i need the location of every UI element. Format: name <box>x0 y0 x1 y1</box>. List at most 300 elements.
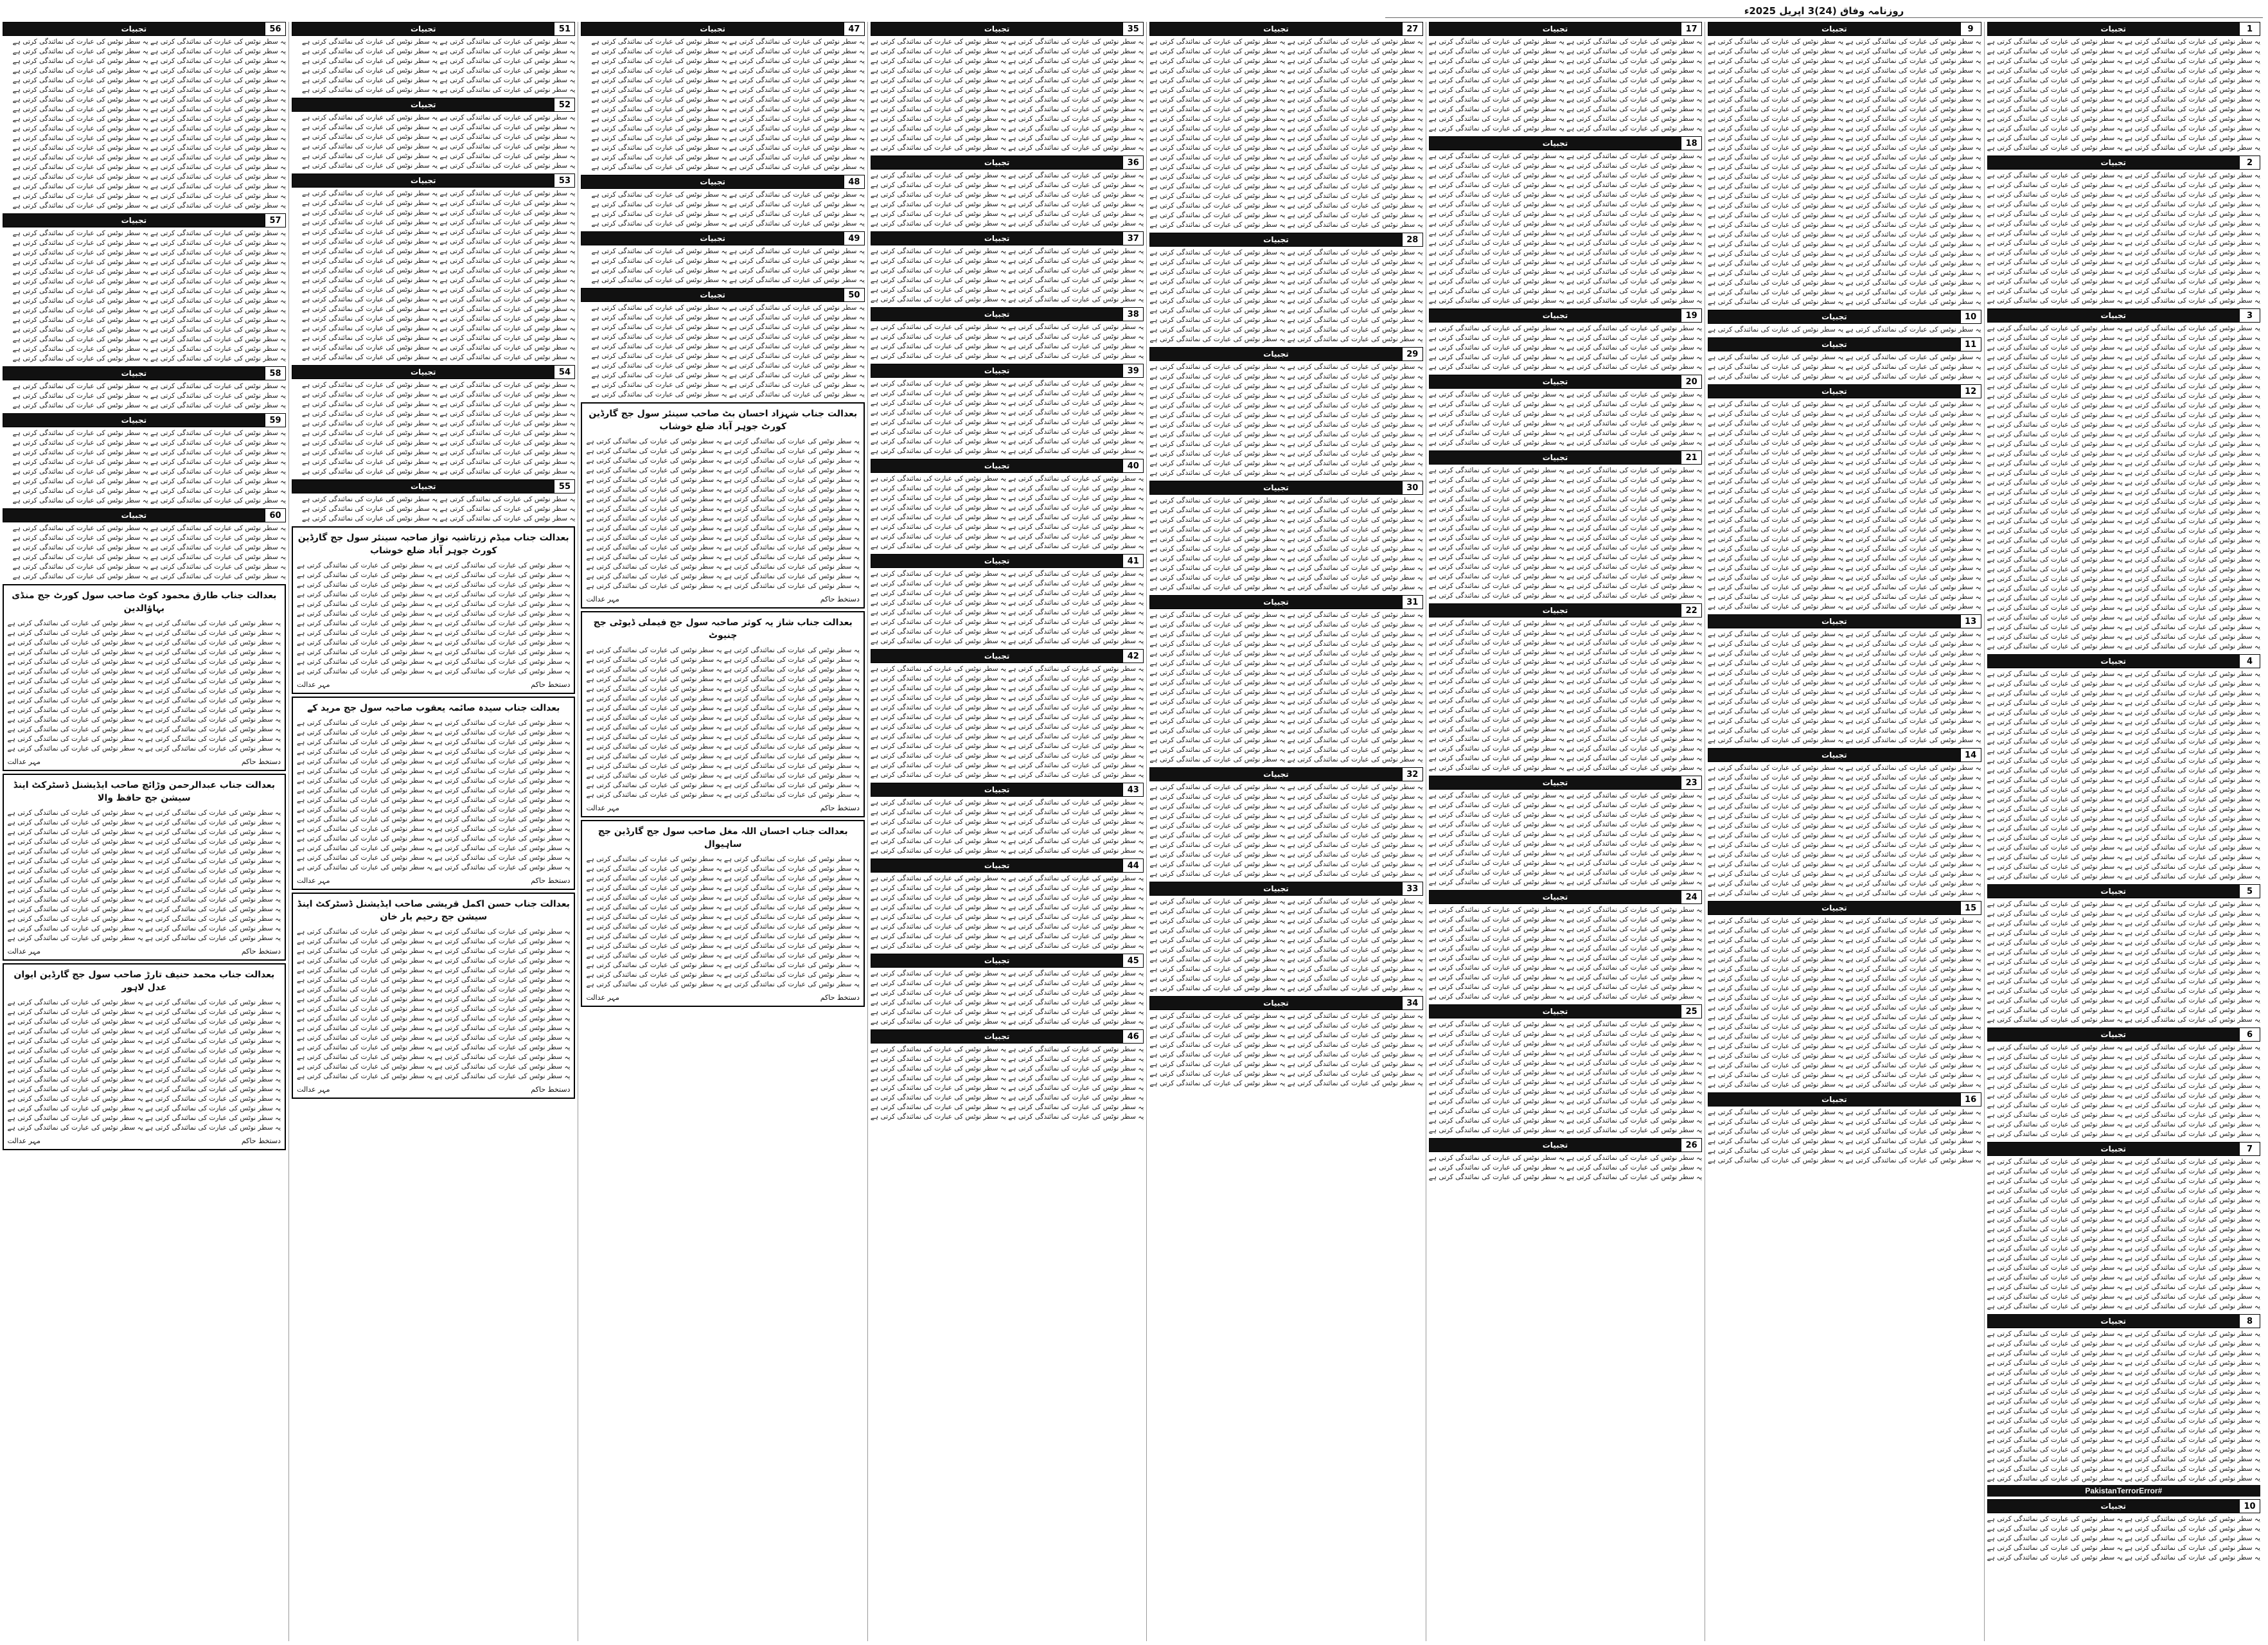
text-line: یہ سطر نوٹس کی عبارت کی نمائندگی کرتی ہے یہ سطر نوٹس کی عبارت کی نمائندگی کرتی ہے <box>1149 506 1423 514</box>
text-line: یہ سطر نوٹس کی عبارت کی نمائندگی کرتی ہے یہ سطر نوٹس کی عبارت کی نمائندگی کرتی ہے <box>591 105 865 113</box>
text-line: یہ سطر نوٹس کی عبارت کی نمائندگی کرتی ہے یہ سطر نوٹس کی عبارت کی نمائندگی کرتی ہے <box>297 787 571 794</box>
notice-item <box>1987 1499 2260 1563</box>
notice-title: تجبیات <box>1150 348 1401 360</box>
text-line: یہ سطر نوٹس کی عبارت کی نمائندگی کرتی ہے یہ سطر نوٹس کی عبارت کی نمائندگی کرتی ہے <box>1987 1225 2260 1233</box>
text-line: یہ سطر نوٹس کی عبارت کی نمائندگی کرتی ہے یہ سطر نوٹس کی عبارت کی نمائندگی کرتی ہے <box>302 305 576 313</box>
text-line: یہ سطر نوٹس کی عبارت کی نمائندگی کرتی ہے یہ سطر نوٹس کی عبارت کی نمائندگی کرتی ہے <box>12 182 287 190</box>
text-line: یہ سطر نوٹس کی عبارت کی نمائندگی کرتی ہے یہ سطر نوٹس کی عبارت کی نمائندگی کرتی ہے <box>1149 431 1423 438</box>
notice-item <box>1429 1004 1702 1135</box>
text-line: یہ سطر نوٹس کی عبارت کی نمائندگی کرتی ہے یہ سطر نوٹس کی عبارت کی نمائندگی کرتی ہے <box>1149 698 1423 706</box>
text-line: یہ سطر نوٹس کی عبارت کی نمائندگی کرتی ہے یہ سطر نوٹس کی عبارت کی نمائندگی کرتی ہے <box>1149 659 1423 667</box>
text-line: یہ سطر نوٹس کی عبارت کی نمائندگی کرتی ہے یہ سطر نوٹس کی عبارت کی نمائندگی کرتی ہے <box>12 105 287 113</box>
text-line: یہ سطر نوٹس کی عبارت کی نمائندگی کرتی ہے یہ سطر نوٹس کی عبارت کی نمائندگی کرتی ہے <box>7 1124 281 1132</box>
notice-title: تجبیات <box>871 555 1122 567</box>
text-line: یہ سطر نوٹس کی عبارت کی نمائندگی کرتی ہے یہ سطر نوٹس کی عبارت کی نمائندگی کرتی ہے <box>870 247 1144 255</box>
text-line: یہ سطر نوٹس کی عبارت کی نمائندگی کرتی ہے یہ سطر نوٹس کی عبارت کی نمائندگی کرتی ہے <box>1428 811 1703 819</box>
text-line: یہ سطر نوٹس کی عبارت کی نمائندگی کرتی ہے یہ سطر نوٹس کی عبارت کی نمائندگی کرتی ہے <box>1708 154 1981 161</box>
notice-header <box>1987 1142 2260 1156</box>
text-line: یہ سطر نوٹس کی عبارت کی نمائندگی کرتی ہے یہ سطر نوٹس کی عبارت کی نمائندگی کرتی ہے <box>302 334 576 342</box>
text-line: یہ سطر نوٹس کی عبارت کی نمائندگی کرتی ہے یہ سطر نوٹس کی عبارت کی نمائندگی کرتی ہے <box>1708 115 1981 123</box>
text-line: یہ سطر نوٹس کی عبارت کی نمائندگی کرتی ہے یہ سطر نوٹس کی عبارت کی نمائندگی کرتی ہے <box>1149 1051 1423 1058</box>
text-line: یہ سطر نوٹس کی عبارت کی نمائندگی کرتی ہے یہ سطر نوٹس کی عبارت کی نمائندگی کرتی ہے <box>1708 468 1981 476</box>
text-line: یہ سطر نوٹس کی عبارت کی نمائندگی کرتی ہے یہ سطر نوٹس کی عبارت کی نمائندگی کرتی ہے <box>1708 640 1981 648</box>
text-line: یہ سطر نوٹس کی عبارت کی نمائندگی کرتی ہے یہ سطر نوٹس کی عبارت کی نمائندگی کرتی ہے <box>1708 965 1981 973</box>
court-signature <box>8 758 281 766</box>
text-line: یہ سطر نوٹس کی عبارت کی نمائندگی کرتی ہے یہ سطر نوٹس کی عبارت کی نمائندگی کرتی ہے <box>1987 76 2260 84</box>
text-line: یہ سطر نوٹس کی عبارت کی نمائندگی کرتی ہے یہ سطر نوٹس کی عبارت کی نمائندگی کرتی ہے <box>1987 249 2260 256</box>
text-line: یہ سطر نوٹس کی عبارت کی نمائندگی کرتی ہے یہ سطر نوٹس کی عبارت کی نمائندگی کرتی ہے <box>1987 824 2260 832</box>
text-line: یہ سطر نوٹس کی عبارت کی نمائندگی کرتی ہے یہ سطر نوٹس کی عبارت کی نمائندگی کرتی ہے <box>1987 373 2260 380</box>
text-line: یہ سطر نوٹس کی عبارت کی نمائندگی کرتی ہے یہ سطر نوٹس کی عبارت کی نمائندگی کرتی ہے <box>1428 954 1703 962</box>
text-line: یہ سطر نوٹس کی عبارت کی نمائندگی کرتی ہے یہ سطر نوٹس کی عبارت کی نمائندگی کرتی ہے <box>302 228 576 236</box>
notice-item <box>1429 450 1702 601</box>
text-line: یہ سطر نوٹس کی عبارت کی نمائندگی کرتی ہے یہ سطر نوٹس کی عبارت کی نمائندگی کرتی ہے <box>586 762 860 770</box>
notice-item <box>871 459 1144 551</box>
text-line: یہ سطر نوٹس کی عبارت کی نمائندگی کرتی ہے یہ سطر نوٹس کی عبارت کی نمائندگی کرتی ہے <box>1149 860 1423 868</box>
text-line: یہ سطر نوٹس کی عبارت کی نمائندگی کرتی ہے یہ سطر نوٹس کی عبارت کی نمائندگی کرتی ہے <box>1428 1078 1703 1086</box>
text-line: یہ سطر نوٹس کی عبارت کی نمائندگی کرتی ہے یہ سطر نوٹس کی عبارت کی نمائندگی کرتی ہے <box>1149 812 1423 820</box>
text-line: یہ سطر نوٹس کی عبارت کی نمائندگی کرتی ہے یہ سطر نوٹس کی عبارت کی نمائندگی کرتی ہے <box>1149 669 1423 677</box>
text-line: یہ سطر نوٹس کی عبارت کی نمائندگی کرتی ہے یہ سطر نوٹس کی عبارت کی نمائندگی کرتی ہے <box>12 524 287 532</box>
text-line: یہ سطر نوٹس کی عبارت کی نمائندگی کرتی ہے یہ سطر نوٹس کی عبارت کی نمائندگی کرتی ہے <box>870 475 1144 483</box>
text-line: یہ سطر نوٹس کی عبارت کی نمائندگی کرتی ہے یہ سطر نوٹس کی عبارت کی نمائندگی کرتی ہے <box>1428 745 1703 752</box>
text-line: یہ سطر نوٹس کی عبارت کی نمائندگی کرتی ہے یہ سطر نوٹس کی عبارت کی نمائندگی کرتی ہے <box>1987 508 2260 515</box>
notice-item <box>1429 136 1702 306</box>
text-line: یہ سطر نوٹس کی عبارت کی نمائندگی کرتی ہے یہ سطر نوٹس کی عبارت کی نمائندگی کرتی ہے <box>586 971 860 979</box>
text-line: یہ سطر نوٹس کی عبارت کی نمائندگی کرتی ہے یہ سطر نوٹس کی عبارت کی نمائندگی کرتی ہے <box>297 639 571 646</box>
notice-item <box>871 307 1144 361</box>
text-line: یہ سطر نوٹس کی عبارت کی نمائندگی کرتی ہے یہ سطر نوٹس کی عبارت کی نمائندگی کرتی ہے <box>1149 851 1423 858</box>
text-line: یہ سطر نوٹس کی عبارت کی نمائندگی کرتی ہے یہ سطر نوٹس کی عبارت کی نمائندگی کرتی ہے <box>870 609 1144 616</box>
text-line: یہ سطر نوٹس کی عبارت کی نمائندگی کرتی ہے یہ سطر نوٹس کی عبارت کی نمائندگی کرتی ہے <box>1149 402 1423 409</box>
notice-body <box>1987 324 2260 652</box>
notice-title: تجبیات <box>581 232 843 245</box>
text-line: یہ سطر نوٹس کی عبارت کی نمائندگی کرتی ہے یہ سطر نوٹس کی عبارت کی نمائندگی کرتی ہے <box>12 497 287 504</box>
text-line: یہ سطر نوٹس کی عبارت کی نمائندگی کرتی ہے یہ سطر نوٹس کی عبارت کی نمائندگی کرتی ہے <box>586 981 860 988</box>
text-line: یہ سطر نوٹس کی عبارت کی نمائندگی کرتی ہے یہ سطر نوٹس کی عبارت کی نمائندگی کرتی ہے <box>7 1056 281 1064</box>
text-line: یہ سطر نوٹس کی عبارت کی نمائندگی کرتی ہے یہ سطر نوٹس کی عبارت کی نمائندگی کرتی ہے <box>870 942 1144 950</box>
text-line: یہ سطر نوٹس کی عبارت کی نمائندگی کرتی ہے یہ سطر نوٹس کی عبارت کی نمائندگی کرتی ہے <box>297 729 571 736</box>
text-line: یہ سطر نوٹس کی عبارت کی نمائندگی کرتی ہے یہ سطر نوٹس کی عبارت کی نمائندگی کرتی ہے <box>1987 786 2260 794</box>
text-line: یہ سطر نوٹس کی عبارت کی نمائندگی کرتی ہے یہ سطر نوٹس کی عبارت کی نمائندگی کرتی ہے <box>1708 182 1981 190</box>
text-line: یہ سطر نوٹس کی عبارت کی نمائندگی کرتی ہے یہ سطر نوٹس کی عبارت کی نمائندگی کرتی ہے <box>302 57 576 65</box>
notice-body <box>1429 905 1702 1002</box>
notice-item <box>292 22 575 95</box>
text-line: یہ سطر نوٹس کی عبارت کی نمائندگی کرتی ہے یہ سطر نوٹس کی عبارت کی نمائندگی کرتی ہے <box>586 476 860 484</box>
text-line: یہ سطر نوٹس کی عبارت کی نمائندگی کرتی ہے یہ سطر نوٹس کی عبارت کی نمائندگی کرتی ہے <box>870 76 1144 84</box>
notice-number: 11 <box>1960 338 1981 351</box>
text-line: یہ سطر نوٹس کی عبارت کی نمائندگی کرتی ہے یہ سطر نوٹس کی عبارت کی نمائندگی کرتی ہے <box>302 209 576 217</box>
text-line: یہ سطر نوٹس کی عبارت کی نمائندگی کرتی ہے یہ سطر نوٹس کی عبارت کی نمائندگی کرتی ہے <box>12 563 287 571</box>
notice-title: تجبیات <box>1988 885 2239 898</box>
text-line: یہ سطر نوٹس کی عبارت کی نمائندگی کرتی ہے یہ سطر نوٹس کی عبارت کی نمائندگی کرتی ہے <box>591 391 865 398</box>
text-line: یہ سطر نوٹس کی عبارت کی نمائندگی کرتی ہے یہ سطر نوٹس کی عبارت کی نمائندگی کرتی ہے <box>586 923 860 930</box>
text-line: یہ سطر نوٹس کی عبارت کی نمائندگی کرتی ہے یہ سطر نوٹس کی عبارت کی نمائندگی کرتی ہے <box>1987 670 2260 678</box>
text-line: یہ سطر نوٹس کی عبارت کی نمائندگی کرتی ہے یہ سطر نوٹس کی عبارت کی نمائندگی کرتی ہے <box>1987 1044 2260 1051</box>
text-line: یہ سطر نوٹس کی عبارت کی نمائندگی کرتی ہے یہ سطر نوٹس کی عبارت کی نمائندگی کرتی ہے <box>1987 910 2260 918</box>
text-line: یہ سطر نوٹس کی عبارت کی نمائندگی کرتی ہے یہ سطر نوٹس کی عبارت کی نمائندگی کرتی ہے <box>1987 191 2260 199</box>
text-line: یہ سطر نوٹس کی عبارت کی نمائندگی کرتی ہے یہ سطر نوٹس کی عبارت کی نمائندگی کرتی ہے <box>302 353 576 361</box>
text-line: یہ سطر نوٹس کی عبارت کی نمائندگی کرتی ہے یہ سطر نوٹس کی عبارت کی نمائندگی کرتی ہے <box>302 449 576 456</box>
notice-title: تجبیات <box>292 22 554 35</box>
notice-item <box>871 649 1144 780</box>
text-line: یہ سطر نوٹس کی عبارت کی نمائندگی کرتی ہے یہ سطر نوٹس کی عبارت کی نمائندگی کرتی ہے <box>1149 975 1423 983</box>
text-line: یہ سطر نوٹس کی عبارت کی نمائندگی کرتی ہے یہ سطر نوٹس کی عبارت کی نمائندگی کرتی ہے <box>586 772 860 779</box>
notice-body <box>292 495 575 524</box>
notice-body <box>1987 900 2260 1025</box>
text-line: یہ سطر نوٹس کی عبارت کی نمائندگی کرتی ہے یہ سطر نوٹس کی عبارت کی نمائندگی کرتی ہے <box>1987 1378 2260 1386</box>
text-line: یہ سطر نوٹس کی عبارت کی نمائندگی کرتی ہے یہ سطر نوٹس کی عبارت کی نمائندگی کرتی ہے <box>12 392 287 400</box>
text-line: یہ سطر نوٹس کی عبارت کی نمائندگی کرتی ہے یہ سطر نوٹس کی عبارت کی نمائندگی کرتی ہے <box>870 418 1144 426</box>
text-line: یہ سطر نوٹس کی عبارت کی نمائندگی کرتی ہے یہ سطر نوٹس کی عبارت کی نمائندگی کرتی ہے <box>870 570 1144 578</box>
text-line: یہ سطر نوٹس کی عبارت کی نمائندگی کرتی ہے یہ سطر نوٹس کی عبارت کی نمائندگی کرتی ہے <box>1708 994 1981 1002</box>
notice-header <box>581 22 864 36</box>
notice-header <box>1429 375 1702 389</box>
notice-body <box>871 569 1144 646</box>
text-line: یہ سطر نوٹس کی عبارت کی نمائندگی کرتی ہے یہ سطر نوٹس کی عبارت کی نمائندگی کرتی ہے <box>1987 796 2260 803</box>
text-line: یہ سطر نوٹس کی عبارت کی نمائندگی کرتی ہے یہ سطر نوٹس کی عبارت کی نمائندگی کرتی ہے <box>1428 964 1703 972</box>
text-line: یہ سطر نوٹس کی عبارت کی نمائندگی کرتی ہے یہ سطر نوٹس کی عبارت کی نمائندگی کرتی ہے <box>1428 96 1703 103</box>
notice-header <box>1429 22 1702 36</box>
text-line: یہ سطر نوٹس کی عبارت کی نمائندگی کرتی ہے یہ سطر نوٹس کی عبارت کی نمائندگی کرتی ہے <box>1708 487 1981 495</box>
text-line: یہ سطر نوٹس کی عبارت کی نمائندگی کرتی ہے یہ سطر نوٹس کی عبارت کی نمائندگی کرتی ہے <box>1428 1088 1703 1096</box>
text-line: یہ سطر نوٹس کی عبارت کی نمائندگی کرتی ہے یہ سطر نوٹس کی عبارت کی نمائندگی کرتی ہے <box>591 210 865 218</box>
text-line: یہ سطر نوٹس کی عبارت کی نمائندگی کرتی ہے یہ سطر نوٹس کی عبارت کی نمائندگی کرتی ہے <box>1708 1033 1981 1040</box>
text-line: یہ سطر نوٹس کی عبارت کی نمائندگی کرتی ہے یہ سطر نوٹس کی عبارت کی نمائندگی کرتی ہے <box>1428 716 1703 724</box>
text-line: یہ سطر نوٹس کی عبارت کی نمائندگی کرتی ہے یہ سطر نوٹس کی عبارت کی نمائندگی کرتی ہے <box>1987 1554 2260 1561</box>
text-line: یہ سطر نوٹس کی عبارت کی نمائندگی کرتی ہے یہ سطر نوٹس کی عبارت کی نمائندگی کرتی ہے <box>870 684 1144 692</box>
text-line: یہ سطر نوٹس کی عبارت کی نمائندگی کرتی ہے یہ سطر نوٹس کی عبارت کی نمائندگی کرتی ہے <box>7 999 281 1006</box>
notice-header <box>3 508 286 522</box>
notice-number: 51 <box>554 22 574 35</box>
text-line: یہ سطر نوٹس کی عبارت کی نمائندگی کرتی ہے یہ سطر نوٹس کی عبارت کی نمائندگی کرتی ہے <box>297 648 571 656</box>
text-line: یہ سطر نوٹس کی عبارت کی نمائندگی کرتی ہے یہ سطر نوٹس کی عبارت کی نمائندگی کرتی ہے <box>1708 57 1981 65</box>
text-line: یہ سطر نوٹس کی عبارت کی نمائندگی کرتی ہے یہ سطر نوٹس کی عبارت کی نمائندگی کرتی ہے <box>1987 863 2260 871</box>
text-line: یہ سطر نوٹس کی عبارت کی نمائندگی کرتی ہے یہ سطر نوٹس کی عبارت کی نمائندگی کرتی ہے <box>1987 353 2260 361</box>
text-line: یہ سطر نوٹس کی عبارت کی نمائندگی کرتی ہے یہ سطر نوٹس کی عبارت کی نمائندگی کرتی ہے <box>1987 920 2260 927</box>
text-line: یہ سطر نوٹس کی عبارت کی نمائندگی کرتی ہے یہ سطر نوٹس کی عبارت کی نمائندگی کرتی ہے <box>12 229 287 237</box>
text-line: یہ سطر نوٹس کی عبارت کی نمائندگی کرتی ہے یہ سطر نوٹس کی عبارت کی نمائندگی کرتی ہے <box>1428 57 1703 65</box>
text-line: یہ سطر نوٹس کی عبارت کی نمائندگی کرتی ہے یہ سطر نوٹس کی عبارت کی نمائندگی کرتی ہے <box>1987 287 2260 295</box>
text-line: یہ سطر نوٹس کی عبارت کی نمائندگی کرتی ہے یہ سطر نوٹس کی عبارت کی نمائندگی کرتی ہے <box>302 67 576 75</box>
text-line: یہ سطر نوٹس کی عبارت کی نمائندگی کرتی ہے یہ سطر نوٹس کی عبارت کی نمائندگی کرتی ہے <box>1428 38 1703 46</box>
notice-title: تجبیات <box>1150 22 1401 35</box>
notice-header <box>1987 308 2260 323</box>
notice-title: تجبیات <box>1430 1139 1681 1152</box>
text-line: یہ سطر نوٹس کی عبارت کی نمائندگی کرتی ہے یہ سطر نوٹس کی عبارت کی نمائندگی کرتی ہے <box>302 276 576 284</box>
text-line: یہ سطر نوٹس کی عبارت کی نمائندگی کرتی ہے یہ سطر نوٹس کی عبارت کی نمائندگی کرتی ہے <box>870 389 1144 397</box>
notice-header <box>871 954 1144 968</box>
text-line: یہ سطر نوٹس کی عبارت کی نمائندگی کرتی ہے یہ سطر نوٹس کی عبارت کی نمائندگی کرتی ہے <box>1987 699 2260 707</box>
text-line: یہ سطر نوٹس کی عبارت کی نمائندگی کرتی ہے یہ سطر نوٹس کی عبارت کی نمائندگی کرتی ہے <box>1987 575 2260 583</box>
text-line: یہ سطر نوٹس کی عبارت کی نمائندگی کرتی ہے یہ سطر نوٹس کی عبارت کی نمائندگی کرتی ہے <box>1428 916 1703 923</box>
text-line: یہ سطر نوٹس کی عبارت کی نمائندگی کرتی ہے یہ سطر نوٹس کی عبارت کی نمائندگی کرتی ہے <box>1987 900 2260 908</box>
text-line: یہ سطر نوٹس کی عبارت کی نمائندگی کرتی ہے یہ سطر نوٹس کی عبارت کی نمائندگی کرتی ہے <box>1149 630 1423 638</box>
text-line: یہ سطر نوٹس کی عبارت کی نمائندگی کرتی ہے یہ سطر نوٹس کی عبارت کی نمائندگی کرتی ہے <box>7 648 281 656</box>
text-line: یہ سطر نوٹس کی عبارت کی نمائندگی کرتی ہے یہ سطر نوٹس کی عبارت کی نمائندگی کرتی ہے <box>1987 172 2260 179</box>
notice-header <box>1987 1499 2260 1513</box>
notice-header <box>1429 136 1702 150</box>
text-line: یہ سطر نوٹس کی عبارت کی نمائندگی کرتی ہے یہ سطر نوٹس کی عبارت کی نمائندگی کرتی ہے <box>1428 249 1703 256</box>
notice-number: 48 <box>844 175 864 188</box>
notice-title: تجبیات <box>871 783 1122 796</box>
text-line: یہ سطر نوٹس کی عبارت کی نمائندگی کرتی ہے یہ سطر نوٹس کی عبارت کی نمائندگی کرتی ہے <box>591 134 865 142</box>
notice-item <box>292 98 575 171</box>
text-line: یہ سطر نوٹس کی عبارت کی نمائندگی کرتی ہے یہ سطر نوٹس کی عبارت کی نمائندگی کرتی ہے <box>870 257 1144 265</box>
text-line: یہ سطر نوٹس کی عبارت کی نمائندگی کرتی ہے یہ سطر نوٹس کی عبارت کی نمائندگی کرتی ہے <box>1428 410 1703 418</box>
notice-number: 53 <box>554 174 574 187</box>
text-line: یہ سطر نوٹس کی عبارت کی نمائندگی کرتی ہے یہ سطر نوٹس کی عبارت کی نمائندگی کرتی ہے <box>1708 593 1981 601</box>
text-line: یہ سطر نوٹس کی عبارت کی نمائندگی کرتی ہے یہ سطر نوٹس کی عبارت کی نمائندگی کرتی ہے <box>1987 689 2260 697</box>
text-line: یہ سطر نوٹس کی عبارت کی نمائندگی کرتی ہے یہ سطر نوٹس کی عبارت کی نمائندگی کرتی ہے <box>1987 709 2260 716</box>
text-line: یہ سطر نوٹس کی عبارت کی نمائندگی کرتی ہے یہ سطر نوٹس کی عبارت کی نمائندگی کرتی ہے <box>1428 420 1703 427</box>
text-line: یہ سطر نوٹس کی عبارت کی نمائندگی کرتی ہے یہ سطر نوٹس کی عبارت کی نمائندگی کرتی ہے <box>1428 239 1703 247</box>
text-line: یہ سطر نوٹس کی عبارت کی نمائندگی کرتی ہے یہ سطر نوٹس کی عبارت کی نمائندگی کرتی ہے <box>1708 192 1981 200</box>
notice-header <box>1429 308 1702 323</box>
text-line: یہ سطر نوٹس کی عبارت کی نمائندگی کرتی ہے یہ سطر نوٹس کی عبارت کی نمائندگی کرتی ہے <box>1708 67 1981 75</box>
text-line: یہ سطر نوٹس کی عبارت کی نمائندگی کرتی ہے یہ سطر نوٹس کی عبارت کی نمائندگی کرتی ہے <box>297 1034 571 1042</box>
text-line: یہ سطر نوٹس کی عبارت کی نمائندگی کرتی ہے یہ سطر نوٹس کی عبارت کی نمائندگی کرتی ہے <box>1708 449 1981 456</box>
text-line: یہ سطر نوٹس کی عبارت کی نمائندگی کرتی ہے یہ سطر نوٹس کی عبارت کی نمائندگی کرتی ہے <box>870 181 1144 189</box>
court-body <box>297 718 570 873</box>
text-line: یہ سطر نوٹس کی عبارت کی نمائندگی کرتی ہے یہ سطر نوٹس کی عبارت کی نمائندگی کرتی ہے <box>586 486 860 494</box>
notice-item <box>581 231 864 285</box>
text-line: یہ سطر نوٹس کی عبارت کی نمائندگی کرتی ہے یہ سطر نوٹس کی عبارت کی نمائندگی کرتی ہے <box>297 600 571 608</box>
text-line: یہ سطر نوٹس کی عبارت کی نمائندگی کرتی ہے یہ سطر نوٹس کی عبارت کی نمائندگی کرتی ہے <box>1428 792 1703 799</box>
text-line: یہ سطر نوٹس کی عبارت کی نمائندگی کرتی ہے یہ سطر نوٹس کی عبارت کی نمائندگی کرتی ہے <box>1428 400 1703 408</box>
text-line: یہ سطر نوٹس کی عبارت کی نمائندگی کرتی ہے یہ سطر نوٹس کی عبارت کی نمائندگی کرتی ہے <box>870 704 1144 711</box>
court-title: بعدالت جناب حسن اکمل قریشی صاحب ایڈیشنل ڈسٹرکٹ اینڈ سیشن جج رحیم یار خان <box>297 899 570 922</box>
text-line: یہ سطر نوٹس کی عبارت کی نمائندگی کرتی ہے یہ سطر نوٹس کی عبارت کی نمائندگی کرتی ہے <box>1987 556 2260 564</box>
court-notice <box>292 893 575 1099</box>
text-line: یہ سطر نوٹس کی عبارت کی نمائندگی کرتی ہے یہ سطر نوٹس کی عبارت کی نمائندگی کرتی ہے <box>12 458 287 466</box>
notice-number: 10 <box>1960 310 1981 323</box>
text-line: یہ سطر نوٹس کی عبارت کی نمائندگی کرتی ہے یہ سطر نوٹس کی عبارت کی نمائندگی کرتی ہے <box>1708 956 1981 963</box>
text-line: یہ سطر نوٹس کی عبارت کی نمائندگی کرتی ہے یہ سطر نوٹس کی عبارت کی نمائندگی کرتی ہے <box>7 934 281 942</box>
text-line: یہ سطر نوٹس کی عبارت کی نمائندگی کرتی ہے یہ سطر نوٹس کی عبارت کی نمائندگی کرتی ہے <box>1428 534 1703 542</box>
text-line: یہ سطر نوٹس کی عبارت کی نمائندگی کرتی ہے یہ سطر نوٹس کی عبارت کی نمائندگی کرتی ہے <box>586 675 860 683</box>
text-line: یہ سطر نوٹس کی عبارت کی نمائندگی کرتی ہے یہ سطر نوٹس کی عبارت کی نمائندگی کرتی ہے <box>1428 1020 1703 1028</box>
text-line: یہ سطر نوٹس کی عبارت کی نمائندگی کرتی ہے یہ سطر نوٹس کی عبارت کی نمائندگی کرتی ہے <box>1987 594 2260 602</box>
notice-number: 5 <box>2239 885 2260 898</box>
text-line: یہ سطر نوٹس کی عبارت کی نمائندگی کرتی ہے یہ سطر نوٹس کی عبارت کی نمائندگی کرتی ہے <box>870 352 1144 360</box>
text-line: یہ سطر نوٹس کی عبارت کی نمائندگی کرتی ہے یہ سطر نوٹس کی عبارت کی نمائندگی کرتی ہے <box>297 986 571 993</box>
notice-header <box>871 307 1144 321</box>
notice-item <box>871 554 1144 646</box>
text-line: یہ سطر نوٹس کی عبارت کی نمائندگی کرتی ہے یہ سطر نوٹس کی عبارت کی نمائندگی کرتی ہے <box>1708 975 1981 983</box>
text-line: یہ سطر نوٹس کی عبارت کی نمائندگی کرتی ہے یہ سطر نوٹس کی عبارت کی نمائندگی کرتی ہے <box>870 875 1144 882</box>
notice-number: 49 <box>844 232 864 245</box>
court-title: بعدالت جناب محمد حنیف تارڑ صاحب سول جج گارڈین ایوان عدل لاہور <box>13 970 275 993</box>
text-line: یہ سطر نوٹس کی عبارت کی نمائندگی کرتی ہے یہ سطر نوٹس کی عبارت کی نمائندگی کرتی ہے <box>1708 38 1981 46</box>
text-line: یہ سطر نوٹس کی عبارت کی نمائندگی کرتی ہے یہ سطر نوٹس کی عبارت کی نمائندگی کرتی ہے <box>870 713 1144 721</box>
text-line: یہ سطر نوٹس کی عبارت کی نمائندگی کرتی ہے یہ سطر نوٹس کی عبارت کی نمائندگی کرتی ہے <box>7 1018 281 1026</box>
text-line: یہ سطر نوٹس کی عبارت کی نمائندگی کرتی ہے یہ سطر نوٹس کی عبارت کی نمائندگی کرتی ہے <box>1987 488 2260 496</box>
notice-number: 23 <box>1681 776 1701 789</box>
notice-body <box>871 969 1144 1027</box>
notice-body <box>1987 1329 2260 1484</box>
text-line: یہ سطر نوٹس کی عبارت کی نمائندگی کرتی ہے یہ سطر نوٹس کی عبارت کی نمائندگی کرتی ہے <box>1149 173 1423 181</box>
seal-label: مہر عدالت <box>297 1085 330 1094</box>
notice-title: تجبیات <box>1150 596 1401 609</box>
text-line: یہ سطر نوٹس کی عبارت کی نمائندگی کرتی ہے یہ سطر نوٹس کی عبارت کی نمائندگی کرتی ہے <box>1708 221 1981 229</box>
text-line: یہ سطر نوٹس کی عبارت کی نمائندگی کرتی ہے یہ سطر نوٹس کی عبارت کی نمائندگی کرتی ہے <box>1708 783 1981 791</box>
notice-title: تجبیات <box>1430 604 1681 617</box>
text-line: یہ سطر نوٹس کی عبارت کی نمائندگی کرتی ہے یہ سطر نوٹس کی عبارت کی نمائندگی کرتی ہے <box>1149 268 1423 276</box>
text-line: یہ سطر نوٹس کی عبارت کی نمائندگی کرتی ہے یہ سطر نوٹس کی عبارت کی نمائندگی کرتی ہے <box>7 848 281 855</box>
seal-label: مہر عدالت <box>7 1137 41 1145</box>
text-line: یہ سطر نوٹس کی عبارت کی نمائندگی کرتی ہے یہ سطر نوٹس کی عبارت کی نمائندگی کرتی ہے <box>1987 757 2260 765</box>
text-line: یہ سطر نوٹس کی عبارت کی نمائندگی کرتی ہے یہ سطر نوٹس کی عبارت کی نمائندگی کرتی ہے <box>1149 316 1423 324</box>
text-line: یہ سطر نوٹس کی عبارت کی نمائندگی کرتی ہے یہ سطر نوٹس کی عبارت کی نمائندگی کرتی ہے <box>7 658 281 666</box>
court-notice <box>3 963 286 1150</box>
text-line: یہ سطر نوٹس کی عبارت کی نمائندگی کرتی ہے یہ سطر نوٹس کی عبارت کی نمائندگی کرتی ہے <box>302 468 576 476</box>
text-line: یہ سطر نوٹس کی عبارت کی نمائندگی کرتی ہے یہ سطر نوٹس کی عبارت کی نمائندگی کرتی ہے <box>1149 335 1423 343</box>
text-line: یہ سطر نوٹس کی عبارت کی نمائندگی کرتی ہے یہ سطر نوٹس کی عبارت کی نمائندگی کرتی ہے <box>1987 527 2260 535</box>
text-line: یہ سطر نوٹس کی عبارت کی نمائندگی کرتی ہے یہ سطر نوٹس کی عبارت کی نمائندگی کرتی ہے <box>1428 363 1703 371</box>
notice-number: 56 <box>265 22 285 35</box>
text-line: یہ سطر نوٹس کی عبارت کی نمائندگی کرتی ہے یہ سطر نوٹس کی عبارت کی نمائندگی کرتی ہے <box>1708 535 1981 543</box>
text-line: یہ سطر نوٹس کی عبارت کی نمائندگی کرتی ہے یہ سطر نوٹس کی عبارت کی نمائندگی کرتی ہے <box>12 76 287 84</box>
notice-header <box>3 366 286 380</box>
text-line: یہ سطر نوٹس کی عبارت کی نمائندگی کرتی ہے یہ سطر نوٹس کی عبارت کی نمائندگی کرتی ہے <box>302 114 576 121</box>
text-line: یہ سطر نوٹس کی عبارت کی نمائندگی کرتی ہے یہ سطر نوٹس کی عبارت کی نمائندگی کرتی ہے <box>870 1084 1144 1092</box>
notice-title: تجبیات <box>581 22 843 35</box>
notice-body <box>3 382 286 411</box>
text-line: یہ سطر نوٹس کی عبارت کی نمائندگی کرتی ہے یہ سطر نوٹس کی عبارت کی نمائندگی کرتی ہے <box>302 296 576 303</box>
notice-header <box>1708 748 1981 762</box>
text-line: یہ سطر نوٹس کی عبارت کی نمائندگی کرتی ہے یہ سطر نوٹس کی عبارت کی نمائندگی کرتی ہے <box>1428 935 1703 943</box>
text-line: یہ سطر نوٹس کی عبارت کی نمائندگی کرتی ہے یہ سطر نوٹس کی عبارت کی نمائندگی کرتی ہے <box>870 894 1144 902</box>
text-line: یہ سطر نوٹس کی عبارت کی نمائندگی کرتی ہے یہ سطر نوٹس کی عبارت کی نمائندگی کرتی ہے <box>870 494 1144 502</box>
text-line: یہ سطر نوٹس کی عبارت کی نمائندگی کرتی ہے یہ سطر نوٹس کی عبارت کی نمائندگی کرتی ہے <box>1987 479 2260 486</box>
text-line: یہ سطر نوٹس کی عبارت کی نمائندگی کرتی ہے یہ سطر نوٹس کی عبارت کی نمائندگی کرتی ہے <box>1428 697 1703 704</box>
text-line: یہ سطر نوٹس کی عبارت کی نمائندگی کرتی ہے یہ سطر نوٹس کی عبارت کی نمائندگی کرتی ہے <box>1149 621 1423 628</box>
text-line: یہ سطر نوٹس کی عبارت کی نمائندگی کرتی ہے یہ سطر نوٹس کی عبارت کی نمائندگی کرتی ہے <box>1149 67 1423 75</box>
text-line: یہ سطر نوٹس کی عبارت کی نمائندگی کرتی ہے یہ سطر نوٹس کی عبارت کی نمائندگی کرتی ہے <box>297 719 571 727</box>
text-line: یہ سطر نوٹس کی عبارت کی نمائندگی کرتی ہے یہ سطر نوٹس کی عبارت کی نمائندگی کرتی ہے <box>1987 805 2260 813</box>
text-line: یہ سطر نوٹس کی عبارت کی نمائندگی کرتی ہے یہ سطر نوٹس کی عبارت کی نمائندگی کرتی ہے <box>870 923 1144 930</box>
text-line: یہ سطر نوٹس کی عبارت کی نمائندگی کرتی ہے یہ سطر نوٹس کی عبارت کی نمائندگی کرتی ہے <box>586 553 860 561</box>
text-line: یہ سطر نوٹس کی عبارت کی نمائندگی کرتی ہے یہ سطر نوٹس کی عبارت کی نمائندگی کرتی ہے <box>297 1005 571 1013</box>
text-line: یہ سطر نوٹس کی عبارت کی نمائندگی کرتی ہے یہ سطر نوٹس کی عبارت کی نمائندگی کرتی ہے <box>1428 268 1703 276</box>
text-line: یہ سطر نوٹس کی عبارت کی نمائندگی کرتی ہے یہ سطر نوٹس کی عبارت کی نمائندگی کرتی ہے <box>870 210 1144 218</box>
court-signature <box>586 993 859 1002</box>
text-line: یہ سطر نوٹس کی عبارت کی نمائندگی کرتی ہے یہ سطر نوٹس کی عبارت کی نمائندگی کرتی ہے <box>7 809 281 817</box>
notice-item <box>3 413 286 506</box>
notice-title: تجبیات <box>1988 1143 2239 1155</box>
notice-number: 42 <box>1122 650 1143 662</box>
text-line: یہ سطر نوٹس کی عبارت کی نمائندگی کرتی ہے یہ سطر نوٹس کی عبارت کی نمائندگی کرتی ہے <box>302 247 576 255</box>
text-line: یہ سطر نوٹس کی عبارت کی نمائندگی کرتی ہے یہ سطر نوٹس کی عبارت کی نمائندگی کرتی ہے <box>1987 1330 2260 1338</box>
text-line: یہ سطر نوٹس کی عبارت کی نمائندگی کرتی ہے یہ سطر نوٹس کی عبارت کی نمائندگی کرتی ہے <box>1708 555 1981 562</box>
text-line: یہ سطر نوٹس کی عبارت کی نمائندگی کرتی ہے یہ سطر نوٹس کی عبارت کی نمائندگی کرتی ہے <box>870 761 1144 769</box>
text-line: یہ سطر نوٹس کی عبارت کی نمائندگی کرتی ہے یہ سطر نوٹس کی عبارت کی نمائندگی کرتی ہے <box>7 867 281 875</box>
notice-body <box>1708 353 1981 382</box>
notice-title: تجبیات <box>581 289 843 301</box>
text-line: یہ سطر نوٹس کی عبارت کی نمائندگی کرتی ہے یہ سطر نوٹس کی عبارت کی نمائندگی کرتی ہے <box>1987 1293 2260 1301</box>
text-line: یہ سطر نوٹس کی عبارت کی نمائندگی کرتی ہے یہ سطر نوٹس کی عبارت کی نمائندگی کرتی ہے <box>1708 353 1981 361</box>
text-line: یہ سطر نوٹس کی عبارت کی نمائندگی کرتی ہے یہ سطر نوٹس کی عبارت کی نمائندگی کرتی ہے <box>297 815 571 823</box>
text-line: یہ سطر نوٹس کی عبارت کی نمائندگی کرتی ہے یہ سطر نوٹس کی عبارت کی نمائندگی کرتی ہے <box>1149 746 1423 754</box>
text-line: یہ سطر نوٹس کی عبارت کی نمائندگی کرتی ہے یہ سطر نوٹس کی عبارت کی نمائندگی کرتی ہے <box>586 884 860 892</box>
text-line: یہ سطر نوٹس کی عبارت کی نمائندگی کرتی ہے یہ سطر نوٹس کی عبارت کی نمائندگی کرتی ہے <box>12 316 287 324</box>
text-line: یہ سطر نوٹس کی عبارت کی نمائندگی کرتی ہے یہ سطر نوٹس کی عبارت کی نمائندگی کرتی ہے <box>1428 735 1703 743</box>
notice-header <box>1987 884 2260 898</box>
text-line: یہ سطر نوٹس کی عبارت کی نمائندگی کرتی ہے یہ سطر نوٹس کی عبارت کی نمائندگی کرتی ہے <box>7 1047 281 1054</box>
notice-item <box>581 288 864 400</box>
text-line: یہ سطر نوٹس کی عبارت کی نمائندگی کرتی ہے یہ سطر نوٹس کی عبارت کی نمائندگی کرتی ہے <box>870 847 1144 855</box>
text-line: یہ سطر نوٹس کی عبارت کی نمائندگی کرتی ہے یہ سطر نوٹس کی عبارت کی نمائندگی کرتی ہے <box>1428 515 1703 522</box>
notice-body <box>1149 37 1422 230</box>
text-line: یہ سطر نوٹس کی عبارت کی نمائندگی کرتی ہے یہ سطر نوٹس کی عبارت کی نمائندگی کرتی ہے <box>586 646 860 654</box>
text-line: یہ سطر نوٹس کی عبارت کی نمائندگی کرتی ہے یہ سطر نوٹس کی عبارت کی نمائندگی کرتی ہے <box>12 326 287 333</box>
text-line: یہ سطر نوٹس کی عبارت کی نمائندگی کرتی ہے یہ سطر نوٹس کی عبارت کی نمائندگی کرتی ہے <box>1987 1388 2260 1396</box>
text-line: یہ سطر نوٹس کی عبارت کی نمائندگی کرتی ہے یہ سطر نوٹس کی عبارت کی نمائندگی کرتی ہے <box>12 345 287 353</box>
notice-item <box>1149 481 1422 592</box>
text-line: یہ سطر نوٹس کی عبارت کی نمائندگی کرتی ہے یہ سطر نوٹس کی عبارت کی نمائندگی کرتی ہے <box>1149 76 1423 84</box>
notice-title: تجبیات <box>1708 1093 1960 1106</box>
text-line: یہ سطر نوٹس کی عبارت کی نمائندگی کرتی ہے یہ سطر نوٹس کی عبارت کی نمائندگی کرتی ہے <box>1708 1004 1981 1011</box>
text-line: یہ سطر نوٹس کی عبارت کی نمائندگی کرتی ہے یہ سطر نوٹس کی عبارت کی نمائندگی کرتی ہے <box>586 495 860 503</box>
text-line: یہ سطر نوٹس کی عبارت کی نمائندگی کرتی ہے یہ سطر نوٹس کی عبارت کی نمائندگی کرتی ہے <box>1428 906 1703 914</box>
text-line: یہ سطر نوٹس کی عبارت کی نمائندگی کرتی ہے یہ سطر نوٹس کی عبارت کی نمائندگی کرتی ہے <box>1987 844 2260 851</box>
text-line: یہ سطر نوٹس کی عبارت کی نمائندگی کرتی ہے یہ سطر نوٹس کی عبارت کی نمائندگی کرتی ہے <box>1708 1118 1981 1126</box>
text-line: یہ سطر نوٹس کی عبارت کی نمائندگی کرتی ہے یہ سطر نوٹس کی عبارت کی نمائندگی کرتی ہے <box>1428 869 1703 876</box>
text-line: یہ سطر نوٹس کی عبارت کی نمائندگی کرتی ہے یہ سطر نوٹس کی عبارت کی نمائندگی کرتی ہے <box>12 144 287 152</box>
text-line: یہ سطر نوٹس کی عبارت کی نمائندگی کرتی ہے یہ سطر نوٹس کی عبارت کی نمائندگی کرتی ہے <box>586 743 860 751</box>
notice-item <box>1708 614 1981 745</box>
text-line: یہ سطر نوٹس کی عبارت کی نمائندگی کرتی ہے یہ سطر نوٹس کی عبارت کی نمائندگی کرتی ہے <box>297 928 571 936</box>
text-line: یہ سطر نوٹس کی عبارت کی نمائندگی کرتی ہے یہ سطر نوٹس کی عبارت کی نمائندگی کرتی ہے <box>1428 258 1703 266</box>
notice-title: تجبیات <box>1150 481 1401 494</box>
text-line: یہ سطر نوٹس کی عبارت کی نمائندگی کرتی ہے یہ سطر نوٹس کی عبارت کی نمائندگی کرتی ہے <box>1708 96 1981 103</box>
text-line: یہ سطر نوٹس کی عبارت کی نمائندگی کرتی ہے یہ سطر نوٹس کی عبارت کی نمائندگی کرتی ہے <box>591 163 865 171</box>
text-line: یہ سطر نوٹس کی عبارت کی نمائندگی کرتی ہے یہ سطر نوٹس کی عبارت کی نمائندگی کرتی ہے <box>591 220 865 227</box>
court-title: بعدالت جناب میڈم زرتاشیہ نواز صاحبہ سینئر سول جج گارڈین کورٹ جوہر آباد ضلع خوشاب <box>297 533 569 556</box>
text-line: یہ سطر نوٹس کی عبارت کی نمائندگی کرتی ہے یہ سطر نوٹس کی عبارت کی نمائندگی کرتی ہے <box>870 96 1144 103</box>
text-line: یہ سطر نوٹس کی عبارت کی نمائندگی کرتی ہے یہ سطر نوٹس کی عبارت کی نمائندگی کرتی ہے <box>586 932 860 940</box>
text-line: یہ سطر نوٹس کی عبارت کی نمائندگی کرتی ہے یہ سطر نوٹس کی عبارت کی نمائندگی کرتی ہے <box>12 382 287 390</box>
notice-item <box>581 22 864 172</box>
text-line: یہ سطر نوٹس کی عبارت کی نمائندگی کرتی ہے یہ سطر نوٹس کی عبارت کی نمائندگی کرتی ہے <box>591 96 865 103</box>
text-line: یہ سطر نوٹس کی عبارت کی نمائندگی کرتی ہے یہ سطر نوٹس کی عبارت کی نمائندگی کرتی ہے <box>1428 1040 1703 1047</box>
text-line: یہ سطر نوٹس کی عبارت کی نمائندگی کرتی ہے یہ سطر نوٹس کی عبارت کی نمائندگی کرتی ہے <box>302 325 576 332</box>
text-line: یہ سطر نوٹس کی عبارت کی نمائندگی کرتی ہے یہ سطر نوٹس کی عبارت کی نمائندگی کرتی ہے <box>12 429 287 437</box>
notice-number: 21 <box>1681 451 1701 464</box>
notice-number: 50 <box>844 289 864 301</box>
notice-item <box>1987 156 2260 306</box>
notice-body <box>1708 37 1981 307</box>
notice-number: 16 <box>1960 1093 1981 1106</box>
text-line: یہ سطر نوٹس کی عبارت کی نمائندگی کرتی ہے یہ سطر نوٹس کی عبارت کی نمائندگی کرتی ہے <box>297 835 571 842</box>
notice-body <box>1149 362 1422 478</box>
text-line: یہ سطر نوٹس کی عبارت کی نمائندگی کرتی ہے یہ سطر نوٹس کی عبارت کی نمائندگی کرتی ہے <box>1987 1216 2260 1223</box>
notice-header <box>1987 22 2260 36</box>
text-line: یہ سطر نوٹس کی عبارت کی نمائندگی کرتی ہے یہ سطر نوٹس کی عبارت کی نمائندگی کرتی ہے <box>302 218 576 226</box>
notice-title: تجبیات <box>1988 309 2239 322</box>
notice-header <box>871 156 1144 170</box>
text-line: یہ سطر نوٹس کی عبارت کی نمائندگی کرتی ہے یہ سطر نوٹس کی عبارت کی نمائندگی کرتی ہے <box>1987 268 2260 276</box>
signature-label: دستخط حاکم <box>241 758 281 766</box>
text-line: یہ سطر نوٹس کی عبارت کی نمائندگی کرتی ہے یہ سطر نوٹس کی عبارت کی نمائندگی کرتی ہے <box>1708 125 1981 132</box>
notice-header <box>292 173 575 188</box>
notice-body <box>1708 400 1981 612</box>
text-line: یہ سطر نوٹس کی عبارت کی نمائندگی کرتی ہے یہ سطر نوٹس کی عبارت کی نمائندگی کرتی ہے <box>586 685 860 693</box>
text-line: یہ سطر نوٹس کی عبارت کی نمائندگی کرتی ہے یہ سطر نوٹس کی عبارت کی نمائندگی کرتی ہے <box>1149 163 1423 171</box>
text-line: یہ سطر نوٹس کی عبارت کی نمائندگی کرتی ہے یہ سطر نوٹس کی عبارت کی نمائندگی کرتی ہے <box>1149 421 1423 429</box>
notice-item <box>1149 996 1422 1089</box>
